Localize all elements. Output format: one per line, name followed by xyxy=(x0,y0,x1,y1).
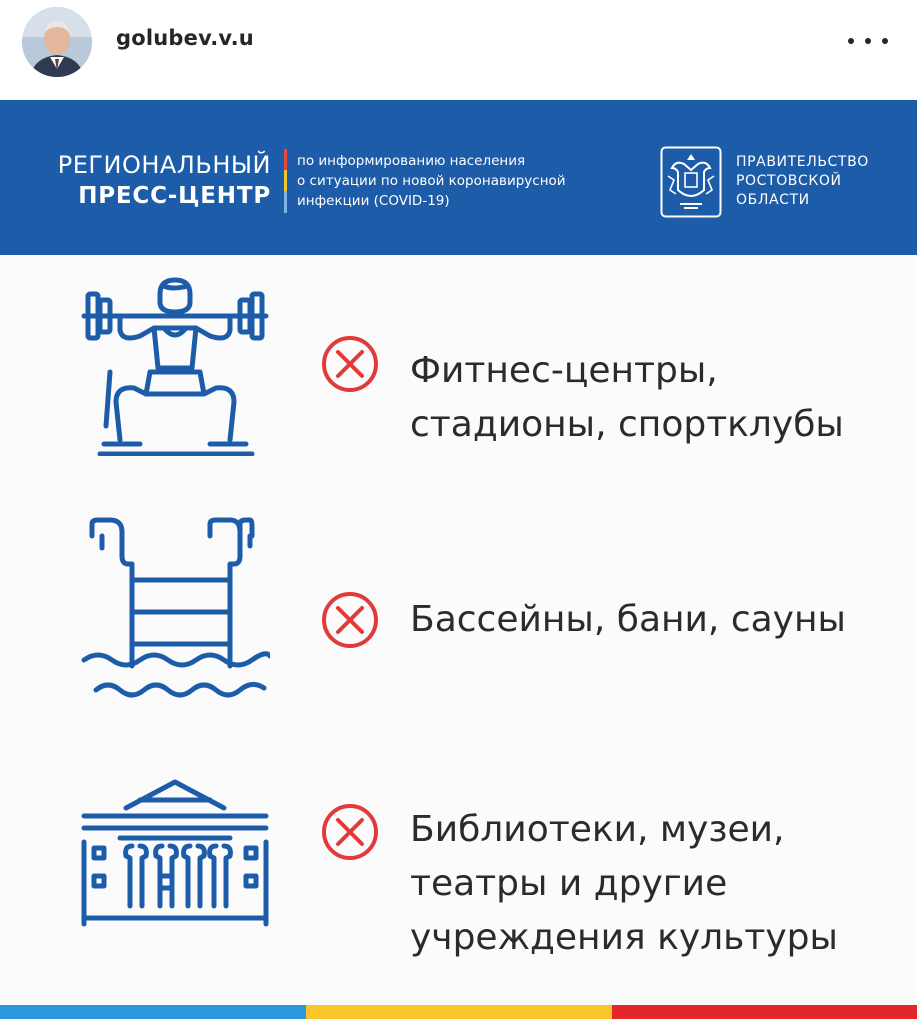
restriction-label-culture xyxy=(410,803,838,965)
government-label-line: ОБЛАСТИ xyxy=(736,192,810,208)
stripe-yellow xyxy=(306,1005,612,1019)
banner-subtitle-line: по информированию населения xyxy=(297,153,526,169)
banner-subtitle xyxy=(297,151,566,211)
restriction-line: Бассейны, бани, сауны xyxy=(410,599,846,640)
avatar-photo xyxy=(22,7,92,77)
dot-icon xyxy=(848,38,854,44)
username-link[interactable]: golubev.v.u xyxy=(116,26,254,50)
banner-subtitle-line: инфекции (COVID-19) xyxy=(297,193,450,209)
stripe-blue xyxy=(0,1005,306,1019)
stripe-red xyxy=(612,1005,917,1019)
restriction-label-pools xyxy=(410,593,846,647)
coat-of-arms-icon xyxy=(660,146,722,218)
restriction-line: учреждения культуры xyxy=(410,917,838,958)
restriction-line: Фитнес-центры, xyxy=(410,350,718,391)
restriction-label-fitness xyxy=(410,344,844,452)
pool-ladder-icon xyxy=(80,516,270,700)
dot-icon xyxy=(865,38,871,44)
government-label-line: РОСТОВСКОЙ xyxy=(736,173,842,189)
government-label-line: ПРАВИТЕЛЬСТВО xyxy=(736,154,869,170)
prohibited-icon xyxy=(320,802,380,862)
more-options-button[interactable] xyxy=(848,26,888,56)
restriction-line: Библиотеки, музеи, xyxy=(410,809,785,850)
banner-title-regional: РЕГИОНАЛЬНЫЙ xyxy=(57,151,271,179)
weightlifter-icon xyxy=(80,276,270,456)
dot-icon xyxy=(882,38,888,44)
avatar[interactable] xyxy=(22,7,92,77)
prohibited-icon xyxy=(320,590,380,650)
banner-title-press-center: ПРЕСС-ЦЕНТР xyxy=(78,183,271,209)
prohibited-icon xyxy=(320,334,380,394)
restriction-line: театры и другие xyxy=(410,863,728,904)
restriction-line: стадионы, спортклубы xyxy=(410,404,844,445)
post-header xyxy=(0,0,917,100)
bottom-edge xyxy=(0,1019,917,1024)
banner-subtitle-line: о ситуации по новой коронавирусной xyxy=(297,173,566,189)
government-label xyxy=(736,153,869,210)
museum-icon xyxy=(80,776,270,930)
tricolor-divider xyxy=(284,149,287,213)
